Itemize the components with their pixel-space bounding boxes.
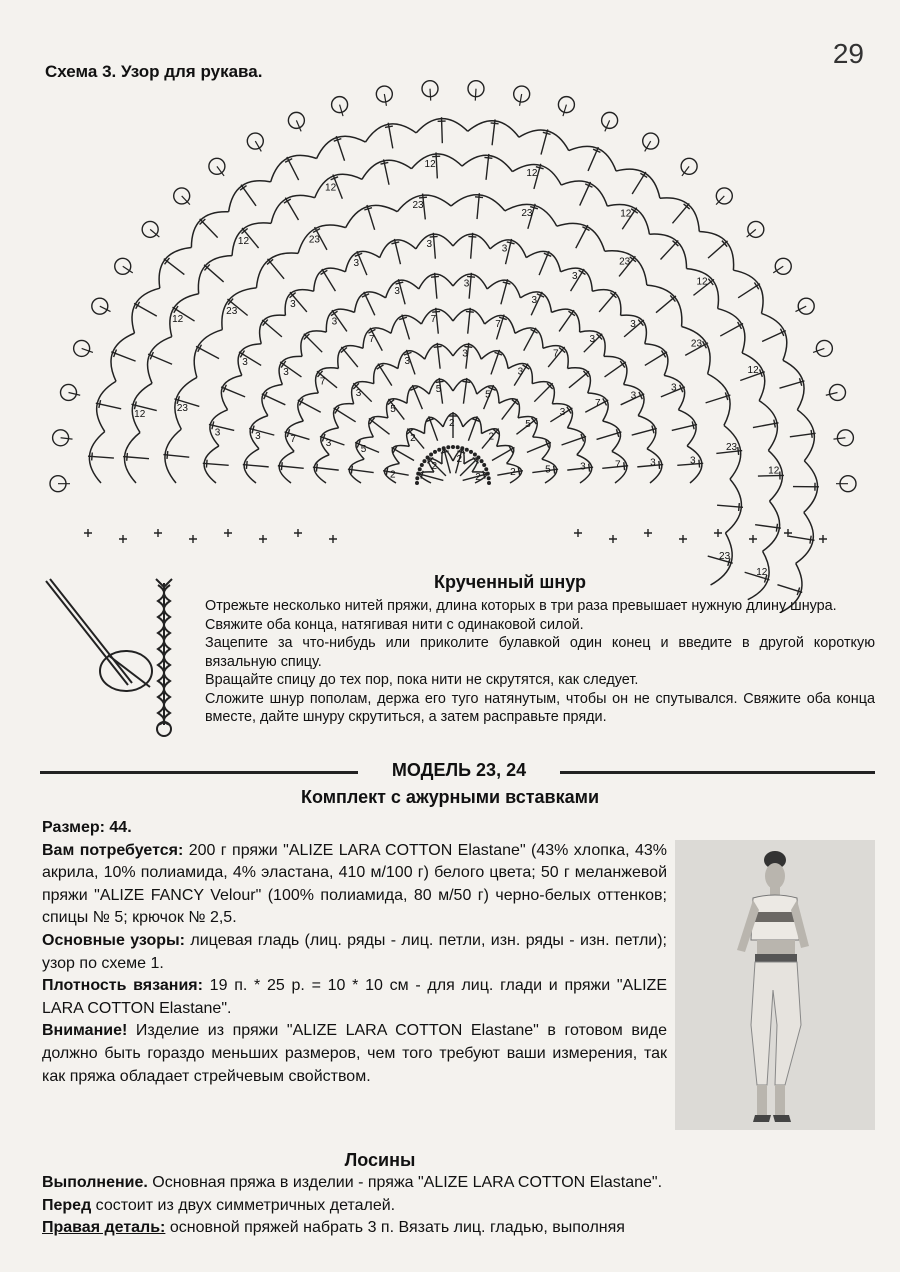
chain-stitch (415, 476, 419, 480)
row-number: 12 (237, 235, 250, 247)
stitch-crossbar (92, 452, 93, 460)
chain-arch (298, 393, 318, 421)
stitch-crossbar (380, 162, 388, 164)
cord-step: Сложите шнур пополам, держа его туго натянутым, чтобы он не спутывался. Свяжите оба конца вместе, дайте шнуру скрутиться, а затем расправьте пряди. (205, 690, 875, 725)
single-crochet (749, 535, 757, 543)
chain-arch (708, 374, 730, 426)
picot (602, 112, 618, 128)
stitch-crossbar (212, 421, 214, 429)
picot-stem (645, 141, 651, 151)
row-number: 23 (726, 442, 738, 454)
chain-arch (552, 309, 580, 332)
stitch-crossbar (507, 242, 515, 244)
row-number: 12 (747, 365, 759, 377)
right-part-text: основной пряжей набрать 3 п. Вязать лиц. гладью, выполняя (165, 1219, 625, 1237)
picot (376, 86, 392, 102)
chain-stitch (422, 459, 426, 463)
picot-stem (605, 120, 610, 131)
stitch-crossbar (391, 242, 399, 244)
execution-text: Основная пряжа в изделии - пряжа "ALIZE LARA COTTON Elastane". (147, 1174, 663, 1191)
single-crochet (714, 529, 722, 537)
row-number: 3 (426, 239, 433, 251)
patterns-line (42, 930, 667, 975)
chain-stitch (429, 452, 433, 456)
chain-arch (407, 386, 429, 403)
row-number: 3 (355, 388, 362, 400)
picot (92, 298, 108, 314)
chain-stitch (433, 450, 437, 454)
picot-stem (520, 94, 522, 106)
stitch-crossbar (739, 503, 740, 511)
single-crochet (294, 529, 302, 537)
row-number: 2 (475, 471, 481, 483)
row-number: 23 (719, 551, 731, 563)
chain-stitch (487, 481, 491, 485)
row-number: 12 (172, 314, 184, 326)
row-number: 3 (462, 348, 468, 360)
picot-stem (813, 348, 824, 352)
leggings-title: Лосины (344, 1150, 416, 1170)
attention-line (42, 1020, 667, 1088)
scheme-title: Схема 3. Узор для рукава. (45, 62, 263, 81)
row-number: 2 (488, 431, 495, 443)
chain-arch (111, 333, 135, 381)
row-number: 12 (620, 208, 632, 220)
chain-stitch (451, 445, 455, 449)
row-number: 7 (595, 397, 601, 409)
stitch-crossbar (659, 461, 660, 469)
picot-stem (563, 105, 566, 116)
row-number: 2 (389, 469, 396, 481)
attention-text: Изделие из пряжи "ALIZE LARA COTTON Elastane" в готовом виде должно быть гораздо меньших размеров, чем того требуют ваши измерения, так как пряжа обладает стрейчевым свойством. (42, 1022, 667, 1085)
density-text: 19 п. * 25 р. = 10 * 10 см - для лиц. глади и пряжи "ALIZE LARA COTTON Elastane". (42, 977, 668, 1017)
row-number: 3 (580, 461, 586, 473)
chain-arch (515, 328, 543, 348)
single-crochet (189, 535, 197, 543)
row-number: 3 (690, 455, 696, 467)
stitch-crossbar (316, 464, 317, 472)
stitch-crossbar (351, 466, 352, 474)
attention-label: Внимание! (42, 1022, 128, 1040)
materials-text: 200 г пряжи "ALIZE LARA COTTON Elastane" (43% хлопка, 43% акрила, 10% полиамида, 4% эластана, 410 м/100 г) белого цвета; 50 г меланжевой пряжи "ALIZE FANCY Velour" (100% полиамида, 80 м/50 г) черно-белых оттенков; спицы № 5; крючок № 2,5. (42, 841, 668, 927)
chain-arch (315, 174, 362, 197)
row-number: 23 (690, 338, 703, 350)
row-number: 2 (431, 460, 438, 472)
row-number: 2 (456, 453, 463, 465)
row-number: 3 (242, 357, 248, 369)
row-number: 23 (226, 305, 238, 317)
row-number: 3 (283, 367, 289, 379)
single-crochet (819, 535, 827, 543)
leggings-instructions (42, 1172, 875, 1240)
stitch-crossbar (281, 462, 282, 470)
chain-arch (761, 313, 786, 360)
row-number: 5 (485, 389, 491, 401)
row-number: 3 (572, 271, 578, 283)
picot-stem (100, 306, 111, 311)
row-number: 3 (501, 243, 508, 255)
stitch-crossbar (484, 157, 492, 158)
single-crochet (224, 529, 232, 537)
stitch-crossbar (475, 197, 483, 198)
stitch-crossbar (810, 536, 811, 544)
row-number: 3 (214, 427, 221, 439)
row-number: 3 (650, 457, 656, 469)
row-number: 3 (353, 258, 360, 270)
density-line (42, 975, 667, 1020)
picot (643, 133, 659, 149)
front-text: состоит из двух симметричных деталей. (91, 1196, 396, 1214)
stitch-crossbar (419, 197, 427, 198)
single-crochet (154, 529, 162, 537)
cord-step: Зацепите за что-нибудь или приколите булавкой один конец и введите в другой короткую вязальную спицу. (205, 635, 875, 670)
chain-arch (271, 155, 317, 182)
picot-stem (82, 348, 93, 352)
chain-arch (497, 445, 514, 463)
chain-stitch (473, 452, 477, 456)
stitch-crossbar (468, 236, 476, 237)
crochet-chart-diagram (28, 78, 878, 578)
chain-stitch (480, 459, 484, 463)
stitch-crossbar (554, 466, 555, 474)
stitch-crossbar (167, 451, 168, 459)
picot-stem (384, 94, 386, 106)
row-number: 23 (412, 200, 424, 212)
chain-arch (346, 205, 398, 227)
single-crochet (574, 529, 582, 537)
cord-instructions (205, 597, 875, 727)
row-number: 7 (615, 459, 621, 471)
stitch-crossbar (462, 381, 470, 382)
cord-step: Вращайте спицу до тех пор, пока нити не скрутятся, как следует. (205, 672, 639, 688)
row-number: 7 (495, 319, 501, 331)
row-number: 23 (521, 207, 533, 219)
row-number: 5 (525, 419, 531, 431)
stitch-crossbar (652, 426, 654, 434)
picot-stem (826, 392, 838, 395)
picot (288, 112, 304, 128)
row-number: 3 (630, 318, 636, 330)
divider-left (40, 771, 358, 774)
chain-stitch (469, 450, 473, 454)
picot-stem (69, 392, 81, 395)
patterns-text: лицевая гладь (лиц. ряды - лиц. петли, изн. ряды - изн. петли); узор по схеме 1. (42, 931, 667, 972)
model-description (42, 817, 667, 1088)
chain-arch (604, 356, 627, 384)
stitch-crossbar (811, 430, 812, 438)
cord-title: Крученный шнур (433, 572, 587, 592)
single-crochet (679, 535, 687, 543)
front-line (42, 1195, 875, 1218)
picot (514, 86, 530, 102)
stitch-crossbar (776, 524, 777, 532)
right-part-line (42, 1217, 875, 1240)
row-number: 3 (463, 278, 470, 290)
picot (332, 97, 348, 113)
cord-step: Свяжите оба конца, натягивая нити с одинаковой силой. (205, 616, 584, 633)
right-part-label: Правая деталь: (42, 1219, 166, 1237)
stitch-crossbar (99, 400, 101, 408)
row-number: 23 (176, 403, 188, 415)
knitting-needle-loop (100, 651, 152, 691)
chain-arch (314, 268, 346, 291)
row-number: 2 (510, 467, 516, 479)
row-number: 5 (390, 404, 396, 416)
chain-arch (569, 146, 616, 171)
row-number: 3 (325, 438, 332, 450)
chain-arch (499, 399, 519, 418)
row-number: 3 (589, 334, 596, 346)
size-value: 44. (104, 819, 132, 836)
model-photo (675, 840, 875, 1130)
page-number: 29 (832, 38, 864, 69)
single-crochet (84, 529, 92, 537)
single-crochet (609, 535, 617, 543)
row-number: 3 (517, 366, 524, 378)
stitch-crossbar (432, 311, 440, 312)
chain-arch (561, 181, 607, 206)
row-number: 3 (630, 390, 637, 402)
stitch-crossbar (430, 236, 438, 237)
row-number: 7 (319, 376, 326, 388)
row-number: 3 (255, 430, 261, 442)
chain-stitch (418, 467, 422, 471)
stitch-crossbar (127, 453, 128, 461)
chain-arch (533, 437, 550, 459)
stitch-crossbar (491, 123, 499, 124)
row-number: 7 (290, 433, 296, 445)
row-number: 23 (308, 234, 320, 246)
row-number: 12 (526, 167, 538, 179)
picot-stem (255, 141, 261, 151)
chain-arch (221, 375, 241, 409)
chain-stitch (484, 467, 488, 471)
chain-arch (326, 309, 354, 332)
picot-stem (61, 438, 73, 439)
chain-arch (345, 251, 379, 271)
chain-stitch (437, 448, 441, 452)
model-title: Комплект с ажурными вставками (300, 787, 600, 807)
row-number: 3 (290, 298, 296, 310)
chain-arch (363, 328, 391, 348)
single-crochet (644, 529, 652, 537)
chain-arch (148, 337, 172, 384)
stitch-crossbar (431, 276, 439, 277)
stitch-crossbar (466, 311, 474, 312)
cord-step: Отрежьте несколько нитей пряжи, длина которых в три раза превышает нужную длину шнура. (205, 598, 837, 614)
picot-stem (296, 120, 301, 131)
row-number: 3 (404, 356, 411, 368)
stitch-crossbar (589, 464, 590, 472)
row-number: 5 (545, 464, 551, 476)
row-number: 3 (331, 316, 338, 328)
row-number: 12 (756, 566, 768, 578)
materials-label: Вам потребуется: (42, 841, 184, 859)
stitch-crossbar (738, 447, 739, 455)
chain-stitch (456, 445, 460, 449)
single-crochet (119, 535, 127, 543)
row-number: 2 (448, 418, 455, 430)
row-number: 5 (360, 444, 367, 456)
row-number: 7 (430, 314, 437, 326)
row-number: 3 (531, 295, 538, 307)
front-label: Перед (42, 1196, 92, 1214)
row-number: 3 (394, 285, 400, 297)
chain-arch (369, 417, 388, 437)
materials-line (42, 840, 667, 930)
stitch-crossbar (699, 460, 700, 468)
stitch-crossbar (206, 460, 207, 468)
picot-stem (475, 89, 476, 101)
divider-right (560, 771, 875, 774)
chain-arch (317, 136, 366, 158)
row-number: 7 (369, 334, 375, 346)
stitch-crossbar (774, 420, 775, 428)
picot (558, 97, 574, 113)
stitch-crossbar (624, 462, 625, 470)
picot (798, 298, 814, 314)
chain-arch (645, 344, 668, 376)
chain-stitch (446, 445, 450, 449)
chain-arch (355, 292, 386, 312)
stitch-crossbar (464, 346, 472, 347)
chain-stitch (487, 476, 491, 480)
single-crochet (259, 535, 267, 543)
picot-stem (833, 438, 845, 439)
row-number: 7 (552, 348, 559, 360)
row-number: 5 (435, 384, 442, 396)
stitch-crossbar (692, 421, 694, 429)
row-number: 12 (768, 465, 780, 477)
picot (247, 133, 263, 149)
row-number: 2 (410, 433, 416, 445)
row-number: 12 (696, 276, 708, 288)
stitch-crossbar (467, 276, 475, 277)
stitch-crossbar (434, 346, 442, 347)
model-header (40, 760, 875, 784)
execution-line (42, 1172, 875, 1195)
chain-stitch (415, 481, 419, 485)
chain-arch (262, 385, 282, 416)
chain-stitch (420, 463, 424, 467)
chain-arch (742, 353, 765, 401)
picot-stem (430, 89, 431, 101)
row-number: 23 (619, 256, 631, 268)
size-label: Размер: (42, 819, 105, 836)
row-number: 12 (134, 408, 146, 420)
stitch-crossbar (436, 381, 444, 382)
density-label: Плотность вязания: (42, 977, 203, 995)
chain-arch (526, 251, 560, 271)
chain-stitch (482, 463, 486, 467)
stitch-crossbar (385, 126, 393, 127)
row-number: 12 (424, 158, 436, 170)
picot-stem (340, 105, 343, 116)
model-number: МОДЕЛЬ 23, 24 (391, 760, 527, 780)
yarn-strands (46, 581, 128, 685)
patterns-label: Основные узоры: (42, 931, 185, 949)
picot-stem (795, 306, 806, 311)
chain-arch (334, 404, 354, 428)
row-number: 12 (325, 182, 337, 194)
chain-arch (392, 445, 409, 463)
picot (142, 221, 158, 237)
row-number: 3 (670, 382, 677, 394)
chain-stitch (465, 448, 469, 452)
execution-label: Выполнение. (42, 1174, 148, 1191)
twisted-cord-illustration (38, 575, 188, 740)
row-number: 3 (559, 407, 566, 419)
single-crochet (329, 535, 337, 543)
chain-arch (374, 364, 398, 384)
stitch-crossbar (246, 461, 247, 469)
size-line (42, 817, 667, 840)
